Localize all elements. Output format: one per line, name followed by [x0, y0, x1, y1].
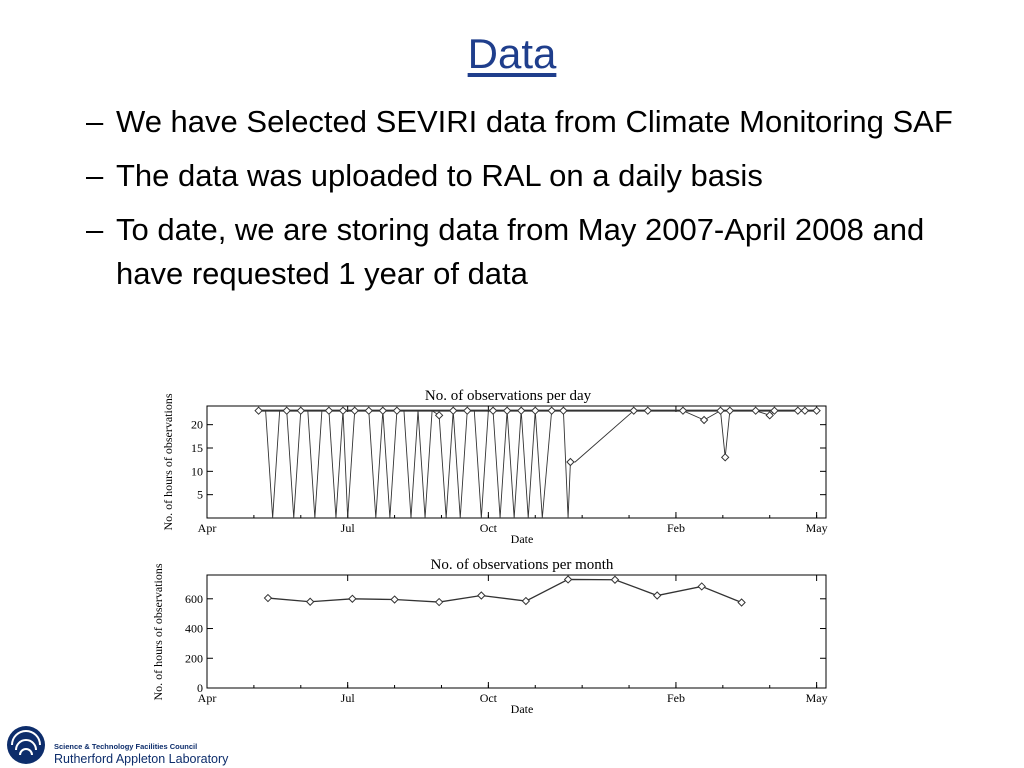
stfc-logo-icon — [7, 726, 45, 764]
chart2-xtick-label: May — [805, 691, 828, 705]
chart2-xtick-label: Jul — [340, 691, 355, 705]
chart1-point — [644, 407, 651, 414]
chart1-point — [490, 407, 497, 414]
bullet-text: The data was uploaded to RAL on a daily basis — [116, 158, 763, 193]
chart2-point — [654, 592, 661, 599]
chart1-point — [813, 407, 820, 414]
chart1-point — [297, 407, 304, 414]
chart1-point — [794, 407, 801, 414]
chart1-point — [393, 407, 400, 414]
bullet-text: We have Selected SEVIRI data from Climate Monitoring SAF — [116, 104, 953, 139]
chart1-point — [450, 407, 457, 414]
chart1-xtick-label: Oct — [479, 521, 498, 535]
chart1-ylabel: No. of hours of observations — [161, 393, 175, 531]
chart1-plot — [191, 406, 828, 535]
chart1-xtick-label: May — [805, 521, 828, 535]
chart2-ytick-label: 0 — [197, 681, 203, 695]
chart1-point — [717, 407, 724, 414]
chart2-series-line — [268, 579, 742, 602]
chart1-point — [325, 407, 332, 414]
chart1-xtick-label: Feb — [666, 521, 685, 535]
chart2-xtick-label: Feb — [666, 691, 685, 705]
chart2-ytick-label: 600 — [185, 591, 203, 606]
chart2-point — [349, 595, 356, 602]
chart1-point — [752, 407, 759, 414]
chart1-point — [548, 407, 555, 414]
chart2-point — [478, 592, 485, 599]
chart2-point — [565, 576, 572, 583]
chart2-xtick-label: Apr — [197, 691, 217, 705]
chart2-title: No. of observations per month — [430, 557, 614, 573]
chart1-point — [365, 407, 372, 414]
chart1-point — [436, 412, 443, 419]
chart1-xlabel: Date — [510, 532, 534, 546]
chart1-point — [532, 407, 539, 414]
chart1-ytick-label: 5 — [197, 487, 203, 502]
org-big-name: Rutherford Appleton Laboratory — [54, 752, 229, 766]
chart1-point — [464, 407, 471, 414]
chart2-ytick-label: 400 — [185, 621, 203, 636]
bullet-dash: – — [86, 158, 104, 193]
chart1-point — [567, 459, 574, 466]
chart2-ytick-label: 200 — [185, 651, 203, 666]
chart2-xtick-label: Oct — [479, 691, 498, 705]
bullet-dash: – — [86, 212, 104, 247]
chart1-point — [504, 407, 511, 414]
bullet-dash: – — [86, 104, 104, 139]
chart1-point — [679, 407, 686, 414]
chart1-ytick-label: 20 — [191, 417, 203, 432]
chart1-title: No. of observations per day — [424, 388, 592, 404]
chart1-point — [801, 407, 808, 414]
slide-title: Data — [467, 30, 557, 77]
chart1-point — [518, 407, 525, 414]
chart1-point — [701, 417, 708, 424]
chart2-plot — [185, 575, 828, 705]
chart1-ytick-label: 10 — [191, 464, 203, 479]
chart1-point — [351, 407, 358, 414]
chart2-point — [264, 595, 271, 602]
chart2-point — [522, 598, 529, 605]
chart1-ytick-label: 15 — [191, 441, 203, 455]
chart1-point — [722, 454, 729, 461]
chart2-ylabel: No. of hours of observations — [151, 563, 165, 701]
chart2-xlabel: Date — [510, 702, 534, 716]
chart1-xtick-label: Jul — [340, 521, 355, 535]
chart1-point — [255, 407, 262, 414]
chart2-point — [611, 576, 618, 583]
chart1-xtick-label: Apr — [197, 521, 217, 535]
bullet-text: To date, we are storing data from May 2007-April 2008 and have requested 1 year of data — [116, 212, 925, 291]
chart2-point — [307, 598, 314, 605]
org-small-name: Science & Technology Facilities Council — [54, 742, 198, 751]
chart1-point — [560, 407, 567, 414]
chart1-point — [726, 407, 733, 414]
chart2-point — [436, 599, 443, 606]
chart2-point — [391, 596, 398, 603]
chart1-series-line — [259, 411, 817, 518]
chart2-point — [738, 599, 745, 606]
chart1-point — [283, 407, 290, 414]
chart2-point — [698, 583, 705, 590]
chart2-frame — [207, 575, 826, 688]
chart1-point — [339, 407, 346, 414]
chart1-point — [379, 407, 386, 414]
